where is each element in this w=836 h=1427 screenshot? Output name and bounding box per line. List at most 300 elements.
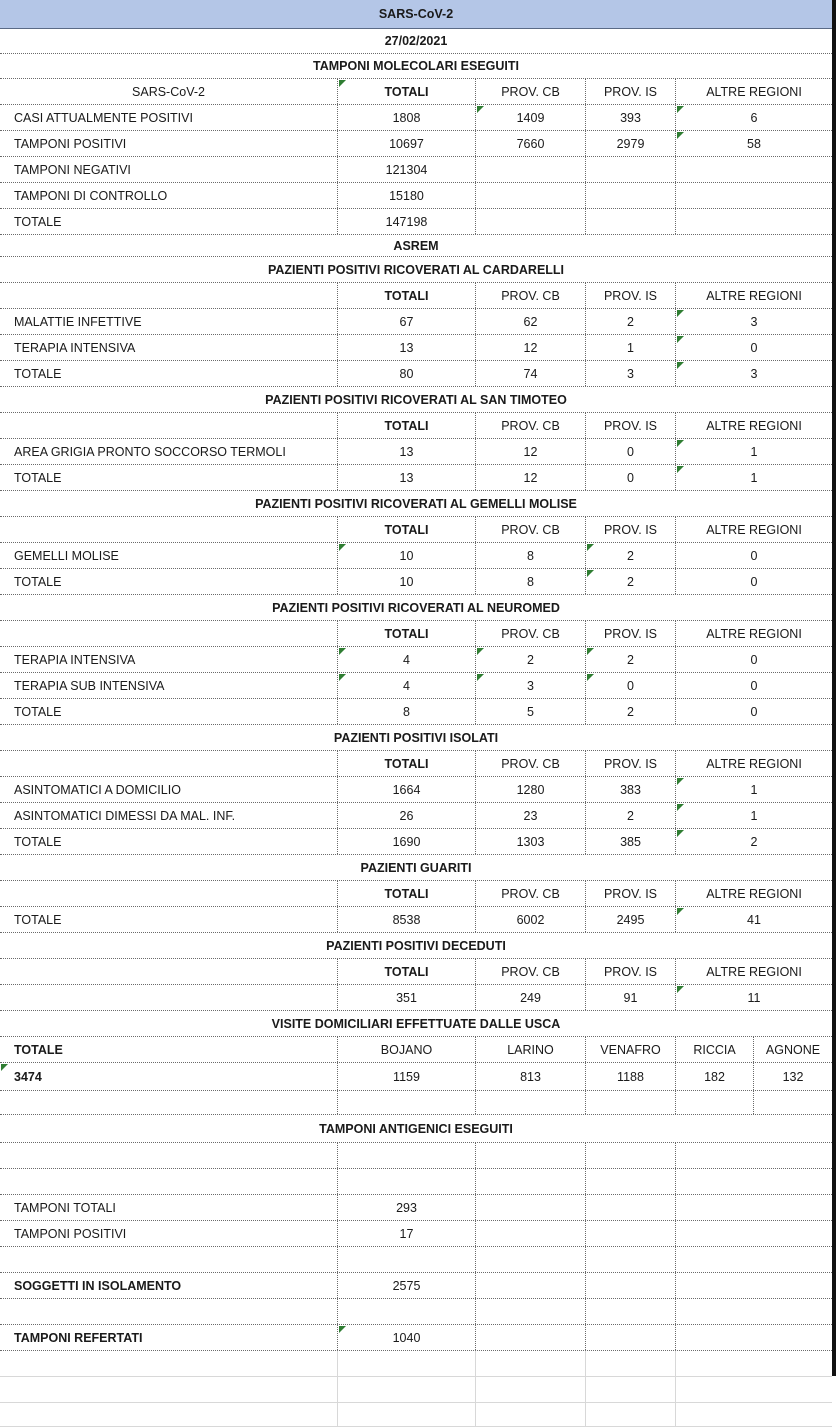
cell-text: 62 <box>523 314 538 329</box>
cell-text: 3 <box>750 366 758 381</box>
cell-text: ALTRE REGIONI <box>706 522 802 537</box>
error-indicator-icon <box>677 830 684 837</box>
empty-cell[interactable] <box>586 1195 676 1220</box>
table-cell[interactable] <box>476 131 586 156</box>
table-cell[interactable] <box>676 881 832 906</box>
empty-cell[interactable] <box>586 183 676 208</box>
table-cell[interactable] <box>0 1221 338 1246</box>
table-cell[interactable] <box>338 881 476 906</box>
empty-cell[interactable] <box>676 1403 832 1426</box>
table-cell[interactable] <box>338 777 476 802</box>
table-cell[interactable] <box>586 1063 676 1090</box>
cell-text: 2 <box>627 574 634 589</box>
empty-cell[interactable] <box>0 881 338 906</box>
table-cell[interactable] <box>476 283 586 308</box>
table-cell[interactable] <box>586 517 676 542</box>
sheet-row <box>0 131 832 157</box>
sheet-row <box>0 387 832 413</box>
cell-text: 4 <box>403 652 410 667</box>
table-cell[interactable] <box>586 543 676 568</box>
cell-text: TOTALE <box>14 470 62 485</box>
table-cell[interactable] <box>338 361 476 386</box>
table-cell[interactable] <box>476 907 586 932</box>
sheet-row <box>0 183 832 209</box>
cell-text: 2979 <box>616 136 645 151</box>
empty-cell[interactable] <box>676 157 832 182</box>
section-header-cell[interactable] <box>0 54 832 78</box>
table-cell[interactable] <box>586 465 676 490</box>
table-cell[interactable] <box>676 1063 754 1090</box>
table-cell[interactable] <box>476 621 586 646</box>
empty-cell[interactable] <box>338 1169 476 1194</box>
cell-text: ASREM <box>393 238 439 253</box>
table-cell[interactable] <box>676 465 832 490</box>
table-cell[interactable] <box>586 647 676 672</box>
cell-text: TOTALE <box>14 1042 63 1057</box>
cell-text: 0 <box>750 652 758 667</box>
empty-cell[interactable] <box>586 1143 676 1168</box>
empty-cell[interactable] <box>338 1377 476 1402</box>
empty-cell[interactable] <box>0 959 338 984</box>
empty-cell[interactable] <box>586 209 676 234</box>
table-cell[interactable] <box>676 361 832 386</box>
table-cell[interactable] <box>476 569 586 594</box>
table-cell[interactable] <box>338 1037 476 1062</box>
empty-cell[interactable] <box>676 1143 832 1168</box>
table-cell[interactable] <box>586 105 676 130</box>
empty-cell[interactable] <box>586 1169 676 1194</box>
cell-text: 2 <box>627 314 634 329</box>
table-cell[interactable] <box>476 543 586 568</box>
cell-text: 13 <box>399 444 414 459</box>
table-cell[interactable] <box>338 105 476 130</box>
sheet-row <box>0 361 832 387</box>
empty-cell[interactable] <box>586 1403 676 1426</box>
table-cell[interactable] <box>676 79 832 104</box>
table-cell[interactable] <box>586 361 676 386</box>
empty-cell[interactable] <box>586 1091 676 1114</box>
empty-cell[interactable] <box>676 1377 832 1402</box>
table-cell[interactable] <box>676 673 832 698</box>
table-cell[interactable] <box>0 673 338 698</box>
table-cell[interactable] <box>338 209 476 234</box>
table-cell[interactable] <box>586 907 676 932</box>
error-indicator-icon <box>339 544 346 551</box>
empty-cell[interactable] <box>0 283 338 308</box>
table-cell[interactable] <box>338 157 476 182</box>
table-cell[interactable] <box>338 699 476 724</box>
table-cell[interactable] <box>586 803 676 828</box>
error-indicator-icon <box>339 648 346 655</box>
cell-text: 182 <box>704 1069 725 1084</box>
table-cell[interactable] <box>676 543 832 568</box>
sheet-row <box>0 1221 832 1247</box>
sheet-row <box>0 933 832 959</box>
empty-cell[interactable] <box>0 1169 338 1194</box>
table-cell[interactable] <box>586 79 676 104</box>
table-cell[interactable] <box>338 1273 476 1298</box>
cell-text: 1 <box>750 470 758 485</box>
cell-text: 3 <box>527 678 534 693</box>
table-cell[interactable] <box>338 309 476 334</box>
table-cell[interactable] <box>476 803 586 828</box>
cell-text: ALTRE REGIONI <box>706 886 802 901</box>
cell-text: 6 <box>750 110 758 125</box>
table-cell[interactable] <box>476 105 586 130</box>
table-cell[interactable] <box>676 105 832 130</box>
empty-cell[interactable] <box>476 1169 586 1194</box>
table-cell[interactable] <box>476 647 586 672</box>
cell-text: TOTALE <box>14 704 62 719</box>
table-cell[interactable] <box>586 309 676 334</box>
table-cell[interactable] <box>676 907 832 932</box>
table-cell[interactable] <box>0 777 338 802</box>
table-cell[interactable] <box>676 751 832 776</box>
cell-text: 0 <box>750 340 758 355</box>
table-cell[interactable] <box>676 777 832 802</box>
table-cell[interactable] <box>338 335 476 360</box>
cell-text: TAMPONI DI CONTROLLO <box>14 188 168 203</box>
table-cell[interactable] <box>0 543 338 568</box>
table-cell[interactable] <box>476 777 586 802</box>
cell-text: TAMPONI ANTIGENICI ESEGUITI <box>319 1121 513 1136</box>
table-cell[interactable] <box>338 439 476 464</box>
cell-text: 0 <box>750 678 758 693</box>
table-cell[interactable] <box>676 439 832 464</box>
empty-cell[interactable] <box>676 1169 832 1194</box>
cell-text: 2 <box>627 704 634 719</box>
section-header-cell[interactable] <box>0 29 832 53</box>
error-indicator-icon <box>677 336 684 343</box>
cell-text: PAZIENTI POSITIVI RICOVERATI AL GEMELLI MOLISE <box>255 496 577 511</box>
error-indicator-icon <box>587 544 594 551</box>
table-cell[interactable] <box>338 907 476 932</box>
sheet-row <box>0 1063 832 1091</box>
table-cell[interactable] <box>0 309 338 334</box>
table-cell[interactable] <box>586 673 676 698</box>
empty-cell[interactable] <box>676 1299 832 1324</box>
table-cell[interactable] <box>476 361 586 386</box>
table-cell[interactable] <box>338 621 476 646</box>
table-cell[interactable] <box>0 131 338 156</box>
table-cell[interactable] <box>476 751 586 776</box>
empty-cell[interactable] <box>338 1351 476 1376</box>
empty-cell[interactable] <box>676 183 832 208</box>
empty-cell[interactable] <box>586 1273 676 1298</box>
table-cell[interactable] <box>476 465 586 490</box>
table-cell[interactable] <box>338 543 476 568</box>
table-cell[interactable] <box>0 699 338 724</box>
cell-text: ASINTOMATICI A DOMICILIO <box>14 782 181 797</box>
table-cell[interactable] <box>586 621 676 646</box>
empty-cell[interactable] <box>338 1403 476 1426</box>
empty-cell[interactable] <box>476 1299 586 1324</box>
table-cell[interactable] <box>586 751 676 776</box>
sheet-row <box>0 569 832 595</box>
table-cell[interactable] <box>0 1325 338 1350</box>
sheet-row <box>0 491 832 517</box>
table-cell[interactable] <box>586 131 676 156</box>
table-cell[interactable] <box>0 647 338 672</box>
table-cell[interactable] <box>476 309 586 334</box>
section-header-cell[interactable] <box>0 491 832 516</box>
table-cell[interactable] <box>586 829 676 854</box>
table-cell[interactable] <box>0 1063 338 1090</box>
cell-text: 7660 <box>516 136 545 151</box>
empty-cell[interactable] <box>476 1273 586 1298</box>
table-cell[interactable] <box>676 959 832 984</box>
table-cell[interactable] <box>676 309 832 334</box>
sheet-row <box>0 1403 832 1427</box>
empty-cell[interactable] <box>586 1325 676 1350</box>
table-cell[interactable] <box>338 131 476 156</box>
cell-text: PROV. CB <box>501 522 560 537</box>
table-cell[interactable] <box>338 465 476 490</box>
table-cell[interactable] <box>586 777 676 802</box>
empty-cell[interactable] <box>0 751 338 776</box>
empty-cell[interactable] <box>676 1091 754 1114</box>
table-cell[interactable] <box>476 517 586 542</box>
table-cell[interactable] <box>0 829 338 854</box>
empty-cell[interactable] <box>586 1299 676 1324</box>
empty-cell[interactable] <box>0 1377 338 1402</box>
table-cell[interactable] <box>0 1273 338 1298</box>
table-cell[interactable] <box>338 283 476 308</box>
table-cell[interactable] <box>0 209 338 234</box>
table-cell[interactable] <box>338 751 476 776</box>
table-cell[interactable] <box>476 1063 586 1090</box>
cell-text: 6002 <box>516 912 545 927</box>
table-cell[interactable] <box>338 803 476 828</box>
cell-text: 1280 <box>516 782 545 797</box>
cell-text: 13 <box>399 340 414 355</box>
section-header-cell[interactable] <box>0 257 832 282</box>
empty-cell[interactable] <box>0 1403 338 1426</box>
empty-cell[interactable] <box>476 1091 586 1114</box>
table-cell[interactable] <box>586 283 676 308</box>
cell-text: 74 <box>523 366 538 381</box>
empty-cell[interactable] <box>0 1143 338 1168</box>
empty-cell[interactable] <box>0 1351 338 1376</box>
error-indicator-icon <box>677 908 684 915</box>
sheet-row <box>0 1011 832 1037</box>
table-cell[interactable] <box>586 439 676 464</box>
table-cell[interactable] <box>476 881 586 906</box>
table-cell[interactable] <box>586 699 676 724</box>
cell-text: TOTALI <box>384 626 429 641</box>
table-cell[interactable] <box>586 881 676 906</box>
table-cell[interactable] <box>676 131 832 156</box>
table-cell[interactable] <box>0 465 338 490</box>
cell-text: TOTALE <box>14 366 62 381</box>
table-cell[interactable] <box>338 829 476 854</box>
table-cell[interactable] <box>0 1037 338 1062</box>
table-cell[interactable] <box>0 569 338 594</box>
empty-cell[interactable] <box>754 1091 832 1114</box>
table-cell[interactable] <box>476 79 586 104</box>
empty-cell[interactable] <box>476 1325 586 1350</box>
sheet-row <box>0 79 832 105</box>
table-cell[interactable] <box>338 673 476 698</box>
table-cell[interactable] <box>754 1037 832 1062</box>
empty-cell[interactable] <box>0 1091 338 1114</box>
error-indicator-icon <box>677 986 684 993</box>
empty-cell[interactable] <box>0 1247 338 1272</box>
cell-text: 10 <box>399 574 414 589</box>
cell-text: RICCIA <box>693 1042 736 1057</box>
table-cell[interactable] <box>338 959 476 984</box>
cell-text: PROV. IS <box>603 522 658 537</box>
empty-cell[interactable] <box>676 1221 832 1246</box>
cell-text: PAZIENTI POSITIVI RICOVERATI AL SAN TIMOTEO <box>265 392 567 407</box>
table-cell[interactable] <box>0 105 338 130</box>
table-cell[interactable] <box>676 335 832 360</box>
empty-cell[interactable] <box>0 413 338 438</box>
table-cell[interactable] <box>586 1037 676 1062</box>
empty-cell[interactable] <box>676 1247 832 1272</box>
cell-text: PROV. IS <box>603 756 658 771</box>
section-header-cell[interactable] <box>0 855 832 880</box>
sheet-row <box>0 1195 832 1221</box>
table-cell[interactable] <box>476 1037 586 1062</box>
empty-cell[interactable] <box>476 209 586 234</box>
table-cell[interactable] <box>0 157 338 182</box>
table-cell[interactable] <box>338 413 476 438</box>
empty-cell[interactable] <box>0 985 338 1010</box>
table-cell[interactable] <box>338 569 476 594</box>
empty-cell[interactable] <box>676 209 832 234</box>
table-cell[interactable] <box>0 79 338 104</box>
empty-cell[interactable] <box>338 1091 476 1114</box>
table-cell[interactable] <box>676 569 832 594</box>
table-cell[interactable] <box>476 829 586 854</box>
table-cell[interactable] <box>676 647 832 672</box>
table-cell[interactable] <box>676 829 832 854</box>
table-cell[interactable] <box>676 621 832 646</box>
empty-cell[interactable] <box>0 1299 338 1324</box>
section-header-cell[interactable] <box>0 235 832 256</box>
sheet-row <box>0 335 832 361</box>
empty-cell[interactable] <box>476 1351 586 1376</box>
table-cell[interactable] <box>754 1063 832 1090</box>
cell-text: 12 <box>523 470 538 485</box>
section-header-cell[interactable] <box>0 0 832 28</box>
table-cell[interactable] <box>476 335 586 360</box>
table-cell[interactable] <box>676 985 832 1010</box>
table-cell[interactable] <box>338 517 476 542</box>
sheet-row <box>0 699 832 725</box>
empty-cell[interactable] <box>676 1325 832 1350</box>
section-header-cell[interactable] <box>0 1115 832 1142</box>
empty-cell[interactable] <box>476 1143 586 1168</box>
table-cell[interactable] <box>586 335 676 360</box>
table-cell[interactable] <box>338 1221 476 1246</box>
table-cell[interactable] <box>338 79 476 104</box>
empty-cell[interactable] <box>0 621 338 646</box>
table-cell[interactable] <box>338 985 476 1010</box>
table-cell[interactable] <box>586 959 676 984</box>
table-cell[interactable] <box>0 1195 338 1220</box>
table-cell[interactable] <box>0 439 338 464</box>
table-cell[interactable] <box>0 907 338 932</box>
table-cell[interactable] <box>676 413 832 438</box>
section-header-cell[interactable] <box>0 725 832 750</box>
table-cell[interactable] <box>586 413 676 438</box>
table-cell[interactable] <box>338 647 476 672</box>
empty-cell[interactable] <box>586 1377 676 1402</box>
error-indicator-icon <box>677 362 684 369</box>
empty-cell[interactable] <box>476 1403 586 1426</box>
empty-cell[interactable] <box>676 1351 832 1376</box>
table-cell[interactable] <box>338 1325 476 1350</box>
table-cell[interactable] <box>586 985 676 1010</box>
table-cell[interactable] <box>0 803 338 828</box>
empty-cell[interactable] <box>476 1195 586 1220</box>
cell-text: 13 <box>399 470 414 485</box>
table-cell[interactable] <box>0 361 338 386</box>
section-header-cell[interactable] <box>0 387 832 412</box>
table-cell[interactable] <box>676 803 832 828</box>
section-header-cell[interactable] <box>0 933 832 958</box>
table-cell[interactable] <box>476 439 586 464</box>
empty-cell[interactable] <box>476 157 586 182</box>
section-header-cell[interactable] <box>0 1011 832 1036</box>
table-cell[interactable] <box>476 413 586 438</box>
table-cell[interactable] <box>476 985 586 1010</box>
empty-cell[interactable] <box>586 1221 676 1246</box>
empty-cell[interactable] <box>338 1143 476 1168</box>
cell-text: PROV. IS <box>603 288 658 303</box>
sheet-row <box>0 1037 832 1063</box>
error-indicator-icon <box>677 440 684 447</box>
table-cell[interactable] <box>676 517 832 542</box>
table-cell[interactable] <box>676 1037 754 1062</box>
empty-cell[interactable] <box>338 1299 476 1324</box>
cell-text: 3474 <box>14 1069 42 1084</box>
empty-cell[interactable] <box>338 1247 476 1272</box>
table-cell[interactable] <box>338 1195 476 1220</box>
cell-text: 0 <box>627 444 634 459</box>
table-cell[interactable] <box>476 673 586 698</box>
table-cell[interactable] <box>476 959 586 984</box>
cell-text: TOTALE <box>14 834 62 849</box>
empty-cell[interactable] <box>676 1273 832 1298</box>
empty-cell[interactable] <box>586 157 676 182</box>
empty-cell[interactable] <box>0 517 338 542</box>
table-cell[interactable] <box>338 1063 476 1090</box>
empty-cell[interactable] <box>476 1221 586 1246</box>
table-cell[interactable] <box>338 183 476 208</box>
cell-text: 293 <box>396 1200 417 1215</box>
section-header-cell[interactable] <box>0 595 832 620</box>
table-cell[interactable] <box>676 283 832 308</box>
table-cell[interactable] <box>0 335 338 360</box>
empty-cell[interactable] <box>586 1351 676 1376</box>
empty-cell[interactable] <box>476 183 586 208</box>
cell-text: 2575 <box>392 1278 421 1293</box>
cell-text: 1808 <box>392 110 421 125</box>
empty-cell[interactable] <box>586 1247 676 1272</box>
empty-cell[interactable] <box>676 1195 832 1220</box>
sheet-row <box>0 1169 832 1195</box>
empty-cell[interactable] <box>476 1377 586 1402</box>
empty-cell[interactable] <box>476 1247 586 1272</box>
table-cell[interactable] <box>476 699 586 724</box>
table-cell[interactable] <box>586 569 676 594</box>
cell-text: BOJANO <box>380 1042 433 1057</box>
table-cell[interactable] <box>676 699 832 724</box>
table-cell[interactable] <box>0 183 338 208</box>
